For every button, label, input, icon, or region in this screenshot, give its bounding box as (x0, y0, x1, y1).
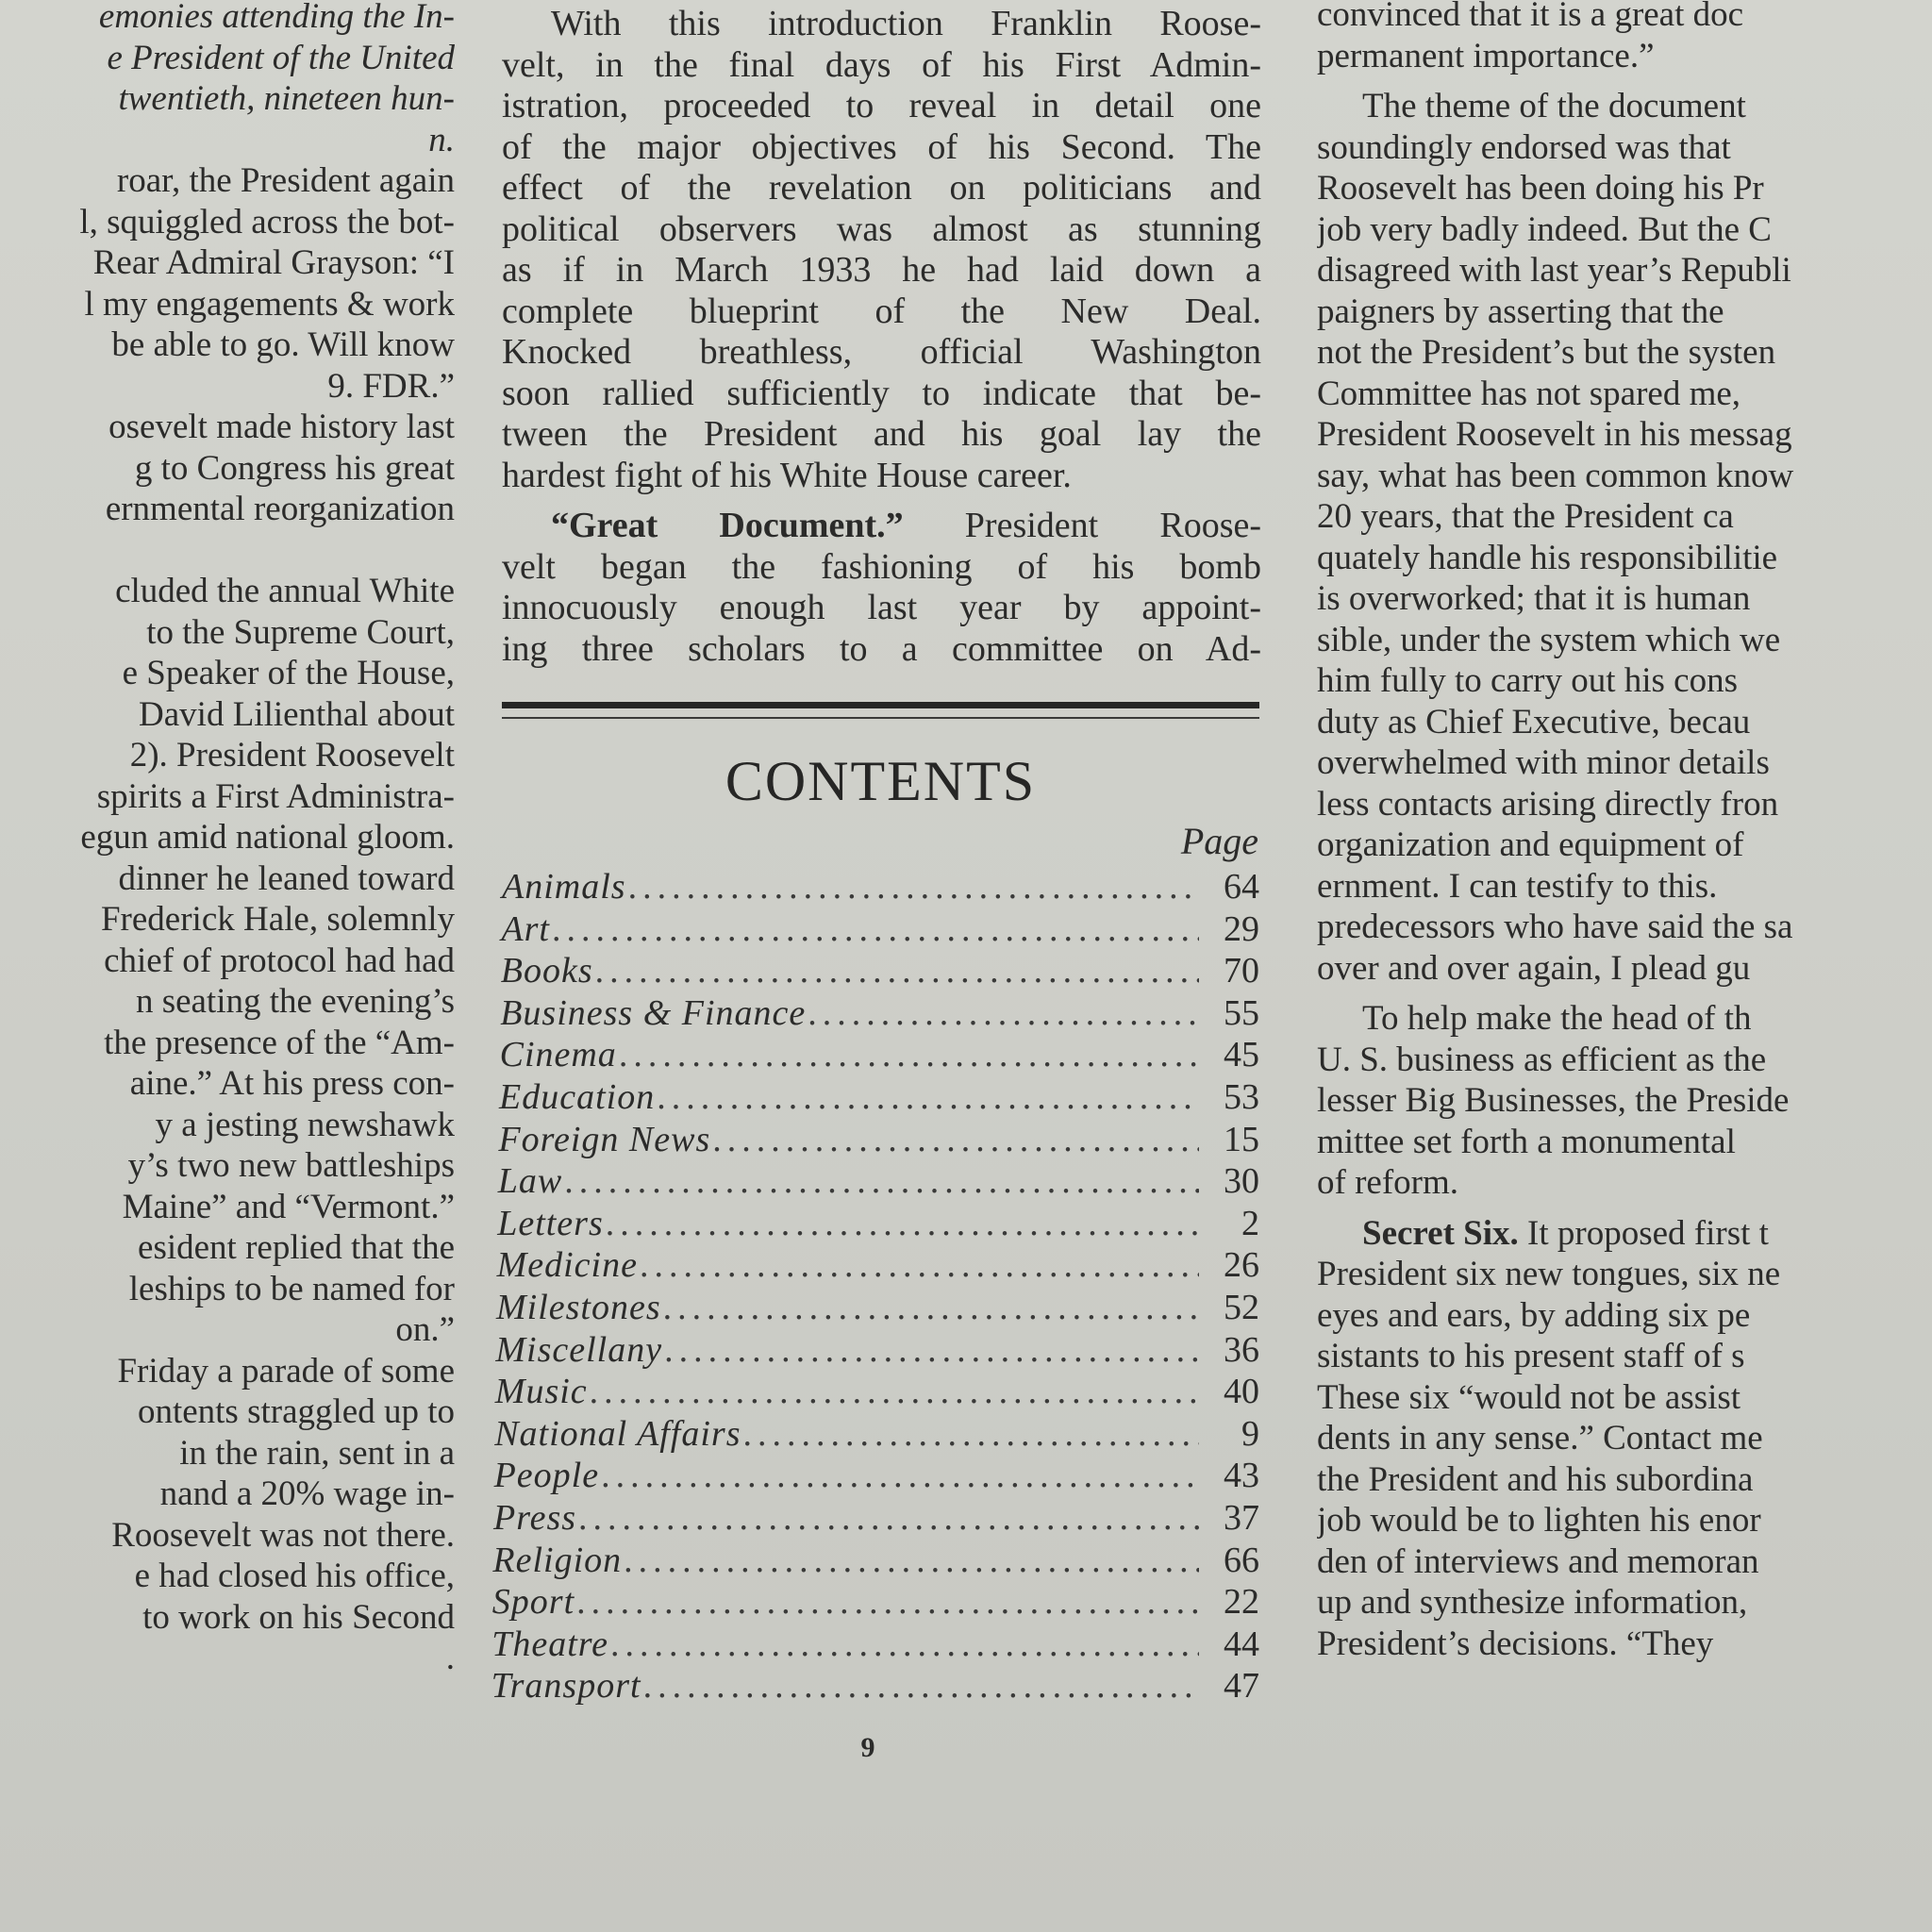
dot-leader (657, 1076, 1199, 1118)
right-column-line: President six new tongues, six ne (1317, 1255, 1781, 1293)
contents-entry (491, 1455, 1259, 1497)
right-column-line: These six “would not be assist (1317, 1377, 1741, 1417)
left-column-line: spirits a First Administra- (96, 776, 455, 816)
right-column-line: is overworked; that it is human (1317, 579, 1751, 618)
right-column-line: President Roosevelt in his messag (1317, 415, 1792, 454)
dot-leader (610, 1624, 1199, 1665)
right-column-line: dents in any sense.” Contact me (1317, 1419, 1763, 1457)
left-column-line: Maine” and “Vermont.” (122, 1187, 455, 1226)
contents-entry-page: 15 (1224, 1119, 1259, 1159)
right-column-line: quately handle his responsibilitie (1317, 538, 1778, 577)
contents-list (491, 866, 1259, 1707)
contents-entry-page: 43 (1224, 1456, 1259, 1496)
contents-entry-page: 53 (1224, 1076, 1259, 1117)
right-column-line: mittee set forth a monumental (1317, 1122, 1736, 1161)
right-column-line: say, what has been common know (1317, 456, 1794, 495)
right-column-line: soundingly endorsed was that (1317, 127, 1731, 167)
contents-entry-name: Transport (491, 1666, 641, 1707)
right-column-line: den of interviews and memoran (1317, 1541, 1759, 1581)
contents-entry (491, 1329, 1259, 1372)
contents-entry-page: 36 (1224, 1329, 1259, 1370)
contents-entry-page: 40 (1224, 1372, 1259, 1412)
contents-entry-page: 45 (1224, 1035, 1259, 1075)
contents-entry (491, 992, 1259, 1035)
contents-entry (491, 950, 1259, 992)
left-column-line: n seating the evening’s (135, 982, 455, 1021)
contents-entry-name: Sport (491, 1582, 575, 1623)
dot-leader (595, 950, 1199, 991)
article-line: velt began the fashioning of his bomb (502, 546, 1261, 587)
contents-entry-name: Miscellany (495, 1329, 663, 1370)
article-line: istration, proceeded to reveal in detail one (502, 86, 1261, 125)
left-column-line: e Speaker of the House, (122, 654, 455, 692)
subhead-great-document: “Great Document.” (551, 506, 904, 545)
contents-entry-name: Letters (497, 1203, 604, 1243)
contents-entry-name: Education (499, 1076, 656, 1117)
contents-entry (491, 1665, 1259, 1707)
left-column-line: leships to be named for (128, 1269, 455, 1308)
contents-entry-page: 22 (1224, 1582, 1259, 1623)
contents-entry-page: 26 (1224, 1245, 1259, 1286)
right-article-column (1317, 0, 1932, 1664)
contents-entry (491, 1581, 1259, 1624)
right-column-line: 20 years, that the President ca (1317, 497, 1734, 536)
right-column-line: less contacts arising directly fron (1317, 784, 1779, 824)
article-paragraph-2 (502, 547, 1261, 671)
left-column-line: cluded the annual White (115, 572, 455, 610)
dot-leader (808, 992, 1199, 1034)
contents-entry (491, 1371, 1259, 1413)
contents-entry (491, 1076, 1259, 1119)
left-column-line: David Lilienthal about (139, 694, 455, 734)
left-article-column (0, 0, 455, 1679)
left-column-line: y’s two new battleships (127, 1146, 455, 1185)
left-column-line: g to Congress his great (134, 448, 455, 488)
contents-entry-page: 44 (1224, 1624, 1259, 1664)
dot-leader (712, 1119, 1199, 1160)
dot-leader (624, 1540, 1199, 1581)
contents-entry (491, 1034, 1259, 1076)
left-column-line: nand a 20% wage in- (159, 1474, 455, 1513)
dot-leader (606, 1203, 1199, 1244)
left-column-line: roar, the President again (116, 161, 455, 200)
dot-leader (742, 1413, 1199, 1455)
contents-entry-page: 64 (1224, 867, 1259, 907)
contents-entry-name: Business & Finance (500, 992, 807, 1033)
dot-leader (619, 1034, 1199, 1075)
contents-entry-name: Art (501, 908, 550, 949)
left-column-line: chief of protocol had had (104, 941, 455, 980)
right-column-line: up and synthesize information, (1317, 1583, 1748, 1622)
left-column-line (0, 530, 455, 572)
article-line: ing three scholars to a committee on Ad- (502, 628, 1261, 669)
contents-entry (491, 1119, 1259, 1161)
right-column-line: paigners by asserting that the (1317, 291, 1724, 331)
contents-entry-name: Theatre (491, 1624, 608, 1664)
right-column-line: lesser Big Businesses, the Preside (1317, 1081, 1790, 1120)
right-column-line: eyes and ears, by adding six pe (1317, 1295, 1751, 1335)
contents-entry-page: 37 (1224, 1497, 1259, 1538)
left-column-line: dinner he leaned toward (118, 858, 455, 898)
subhead-line (502, 506, 1261, 547)
dot-leader (643, 1665, 1199, 1707)
left-column-line: l, squiggled across the bot- (79, 202, 455, 242)
dot-leader (578, 1497, 1199, 1539)
subhead-secret-six: Secret Six. (1362, 1213, 1519, 1253)
contents-entry-name: Animals (502, 867, 626, 907)
contents-entry-page: 52 (1224, 1287, 1259, 1327)
article-line: innocuously enough last year by appoint- (502, 588, 1261, 627)
right-column-line: sistants to his present staff of s (1317, 1337, 1745, 1375)
article-line: hardest fight of his White House career. (502, 455, 1072, 495)
article-line: of the major objectives of his Second. The (502, 126, 1261, 167)
article-line: velt, in the final days of his First Admin- (502, 44, 1261, 85)
right-column-line: disagreed with last year’s Republi (1317, 251, 1791, 290)
contents-entry-name: Medicine (496, 1245, 638, 1286)
contents-entry-name: Milestones (496, 1287, 661, 1327)
contents-title: CONTENTS (724, 750, 1037, 812)
contents-entry-page: 29 (1224, 908, 1259, 949)
right-column-line: him fully to carry out his cons (1317, 661, 1738, 700)
right-column-line: Roosevelt has been doing his Pr (1317, 169, 1764, 208)
contents-rule-thin (502, 717, 1259, 719)
right-column-line: Committee has not spared me, (1317, 374, 1741, 413)
left-column-line: emonies attending the In- (98, 0, 455, 36)
article-line: Knocked breathless, official Washington (502, 332, 1261, 372)
contents-rule-heavy (502, 702, 1259, 708)
contents-entry-page: 70 (1224, 951, 1259, 991)
right-column-line: To help make the head of th (1362, 999, 1752, 1038)
right-column-line: predecessors who have said the sa (1317, 908, 1793, 946)
left-column-line: Friday a parade of some (117, 1351, 455, 1391)
contents-entry-name: Religion (492, 1540, 623, 1580)
left-column-line: to work on his Second (142, 1597, 455, 1637)
dot-leader (664, 1329, 1199, 1371)
right-column-line: convinced that it is a great doc (1317, 0, 1744, 34)
left-column-line: e President of the United (107, 38, 455, 77)
contents-entry-name: Cinema (499, 1035, 617, 1075)
left-column-line: Rear Admiral Grayson: “I (92, 243, 455, 282)
right-column-line: The theme of the document (1362, 87, 1746, 125)
right-column-line: overwhelmed with minor details (1317, 743, 1770, 782)
article-paragraph-1 (502, 4, 1261, 496)
contents-entry (491, 1540, 1259, 1582)
left-column-line: egun amid national gloom. (80, 818, 455, 857)
article-line: political observers was almost as stunning (502, 208, 1261, 249)
article-line: soon rallied sufficiently to indicate that be- (502, 373, 1261, 413)
contents-entry-page: 66 (1224, 1540, 1259, 1580)
contents-entry (491, 1203, 1259, 1245)
contents-entry (491, 1287, 1259, 1329)
middle-article-column (502, 4, 1261, 670)
right-column-line-text: It proposed first t (1527, 1213, 1769, 1253)
page-number: 9 (860, 1732, 875, 1763)
article-line: complete blueprint of the New Deal. (502, 291, 1261, 331)
right-column-line: permanent importance.” (1317, 36, 1655, 75)
right-column-line: job would be to lighten his enor (1317, 1501, 1761, 1540)
contents-entry (491, 908, 1259, 951)
right-column-line: of reform. (1317, 1163, 1458, 1202)
contents-page-label: Page (1180, 820, 1258, 862)
dot-leader (663, 1287, 1199, 1328)
left-column-line: esident replied that the (138, 1228, 455, 1267)
right-column-line: sible, under the system which we (1317, 620, 1781, 659)
subhead-line-text: President Roose- (964, 506, 1261, 545)
contents-entry-name: National Affairs (494, 1413, 741, 1454)
left-column-line: aine.” At his press con- (129, 1064, 455, 1103)
dot-leader (628, 866, 1199, 908)
left-column-line: y a jesting newshawk (155, 1105, 455, 1144)
contents-entry-name: Foreign News (498, 1119, 711, 1159)
article-line: With this introduction Franklin Roose- (551, 4, 1261, 43)
right-column-line: U. S. business as efficient as the (1317, 1040, 1767, 1079)
left-column-line: twentieth, nineteen hun- (118, 79, 455, 118)
article-line: effect of the revelation on politicians and (502, 168, 1261, 208)
contents-entry-page: 47 (1224, 1666, 1259, 1707)
dot-leader (564, 1160, 1199, 1202)
right-column-line: the President and his subordina (1317, 1459, 1754, 1499)
contents-entry-name: Law (497, 1161, 563, 1202)
right-column-line: not the President’s but the systen (1317, 333, 1776, 372)
contents-entry-name: Music (494, 1372, 588, 1412)
contents-entry-name: Press (493, 1497, 577, 1538)
right-column-line: ernment. I can testify to this. (1317, 866, 1718, 906)
right-column-line: job very badly indeed. But the C (1317, 209, 1772, 249)
contents-entry-page: 30 (1224, 1161, 1259, 1202)
left-column-line: osevelt made history last (108, 408, 455, 446)
contents-entry (491, 866, 1259, 908)
left-column-line: ernmental reorganization (105, 490, 455, 528)
right-column-line: President’s decisions. “They (1317, 1624, 1714, 1663)
dot-leader (552, 908, 1199, 950)
dot-leader (640, 1244, 1199, 1286)
left-column-line: ontents straggled up to (137, 1392, 455, 1431)
contents-entry-page: 55 (1224, 992, 1259, 1033)
left-column-line: the presence of the “Am- (104, 1023, 455, 1062)
article-line: as if in March 1933 he had laid down a (502, 250, 1261, 290)
left-column-line: e had closed his office, (134, 1557, 455, 1595)
contents-entry-name: Books (500, 951, 593, 991)
left-column-line: be able to go. Will know (111, 325, 455, 364)
dot-leader (601, 1455, 1199, 1496)
right-column-line: over and over again, I plead gu (1317, 948, 1751, 988)
left-column-line: . (445, 1639, 455, 1677)
right-column-line (1317, 1213, 1932, 1255)
contents-entry (491, 1497, 1259, 1540)
right-column-line: duty as Chief Executive, becau (1317, 702, 1751, 741)
left-column-line: Roosevelt was not there. (111, 1515, 455, 1555)
contents-entry-page: 9 (1241, 1413, 1259, 1454)
left-column-line: n. (428, 120, 455, 159)
contents-entry (491, 1160, 1259, 1203)
contents-entry-name: People (493, 1456, 600, 1496)
left-column-line: 9. FDR.” (327, 366, 455, 406)
contents-entry (491, 1624, 1259, 1666)
left-column-line: in the rain, sent in a (179, 1433, 455, 1473)
dot-leader (590, 1371, 1199, 1412)
contents-entry (491, 1244, 1259, 1287)
dot-leader (576, 1581, 1199, 1623)
article-line: tween the President and his goal lay the (502, 414, 1261, 454)
left-column-line: l my engagements & work (84, 284, 455, 324)
left-column-line: 2). President Roosevelt (129, 736, 455, 774)
right-column-line: organization and equipment of (1317, 825, 1744, 864)
contents-entry-page: 2 (1241, 1203, 1259, 1243)
contents-entry (491, 1413, 1259, 1456)
left-column-line: Frederick Hale, solemnly (100, 900, 455, 939)
left-column-line: to the Supreme Court, (146, 612, 455, 652)
left-column-line: on.” (395, 1310, 455, 1349)
